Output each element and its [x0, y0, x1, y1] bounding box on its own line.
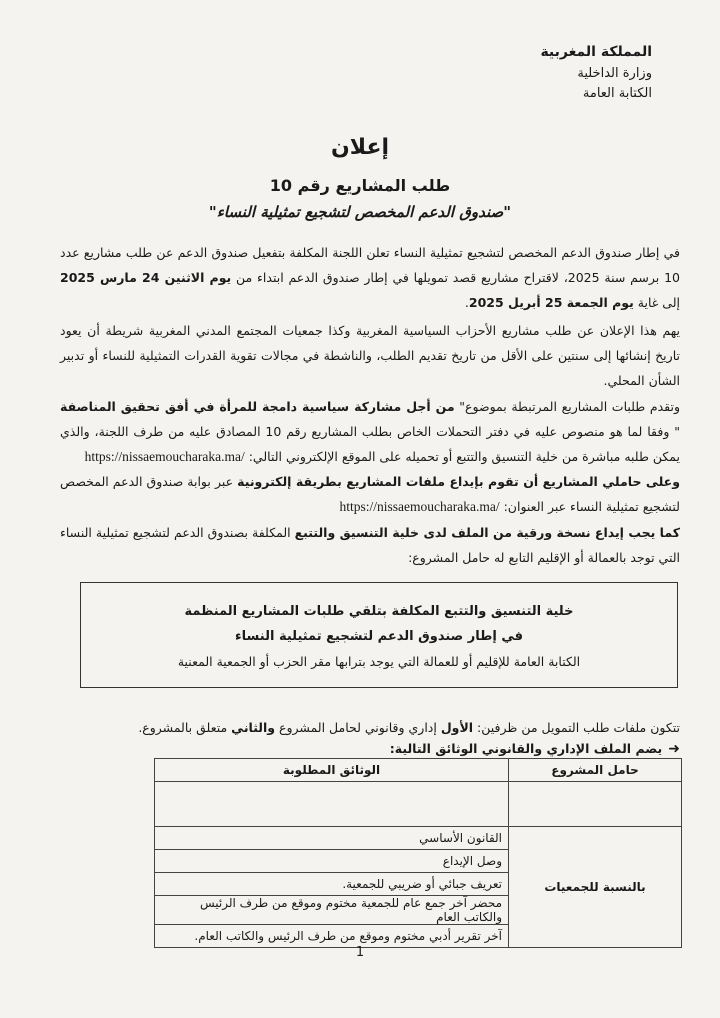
column-header-holder: حامل المشروع [509, 759, 682, 782]
box-line-3: الكتابة العامة للإقليم أو للعمالة التي يوجد بترابها مقر الحزب أو الجمعية المعنية [177, 654, 581, 669]
start-date: يوم الاثنين 24 مارس 2025 [60, 270, 232, 285]
theme-text: " وفقا لما هو منصوص عليه في دفتر التحملات الخاص بطلب المشاريع رقم 10 المصادق عليه من طرف اللجنة، والذي يمكن طلبه مباشرة من خلية التنسيق والتتبع أو تحميله على الموقع الإلكتروني التالي: [60, 424, 680, 464]
call-title: طلب المشاريع رقم 10 [269, 176, 451, 195]
electronic-submission-lead: وعلى حاملي المشاريع أن تقوم بإيداع ملفات المشاريع بطريقة إلكترونية [237, 474, 680, 489]
box-line-1: خلية التنسيق والتتبع المكلفة بتلقي طلبات المشاريع المنظمة [184, 604, 574, 619]
column-header-documents: الوثائق المطلوبة [155, 759, 509, 782]
documents-heading-text: يضم الملف الإداري والقانوني الوثائق التالية: [389, 741, 663, 756]
paragraph-paper-submission [60, 520, 680, 570]
paragraph-electronic-submission [60, 469, 680, 519]
paper-submission-text: المكلفة بصندوق الدعم لتشجيع تمثيلية النساء التي توجد بالعمالة أو الإقليم التابع له حامل المشروع: [60, 525, 680, 565]
table-row [155, 827, 682, 850]
coordination-cell-box [80, 582, 678, 688]
paragraph-theme [60, 394, 680, 469]
page-number: 1 [355, 945, 365, 960]
table-header-row [155, 759, 682, 782]
document-item: تعريف جبائي أو ضريبي للجمعية. [155, 873, 509, 896]
announcement-title: إعلان [330, 135, 390, 160]
document-item: وصل الإيداع [155, 850, 509, 873]
paragraph-eligibility: يهم هذا الإعلان عن طلب مشاريع الأحزاب السياسية المغربية وكذا جمعيات المجتمع المدني المغربية شريطة أن يعود تاريخ إنشائها إلى سنتين على الأقل من تاريخ تقديم الطلب، والناشطة في مجالات تقوية القدرات التمثيلية للنساء أو تدبير الشأن المحلي. [60, 323, 680, 388]
documents-table [154, 758, 682, 948]
envelope-second: والثاني [231, 720, 276, 735]
letterhead-ministry: وزارة الداخلية [577, 66, 652, 81]
paragraph-intro [60, 240, 680, 315]
letterhead-secretariat: الكتابة العامة [582, 86, 652, 101]
document-item: محضر آخر جمع عام للجمعية مختوم وموقع من طرف الرئيس والكاتب العام [155, 896, 509, 925]
electronic-submission-text: عبر بوابة صندوق الدعم المخصص لتشجيع تمثيلية النساء عبر العنوان: [60, 474, 680, 514]
letterhead [540, 44, 652, 106]
envelope-first-text: إداري وقانوني لحامل المشروع [275, 720, 441, 735]
theme-title: من أجل مشاركة سياسية دامجة للمرأة في أفق تحقيق المناصفة [60, 399, 455, 414]
table-blank-row [155, 782, 682, 827]
intro-text: في إطار صندوق الدعم المخصص لتشجيع تمثيلية النساء تعلن اللجنة المكلفة بتفعيل صندوق الدعم عن طلب مشاريع عدد 10 برسم سنة 2025، لاقتراح مشاريع قصد تمويلها في إطار صندوق الدعم ابتداء من [60, 245, 680, 285]
paper-submission-lead: كما يجب إيداع نسخة ورقية من الملف لدى خلية التنسيق والتتبع [294, 525, 680, 540]
arrow-left-icon: ➜ [668, 741, 680, 757]
intro-connector: إلى غاية [633, 295, 680, 310]
portal-link[interactable]: https://nissaemoucharaka.ma/ [339, 499, 500, 514]
category-associations: بالنسبة للجمعيات [509, 827, 682, 948]
document-item: آخر تقرير أدبي مختوم وموقع من طرف الرئيس والكاتب العام. [155, 925, 509, 948]
document-item: القانون الأساسي [155, 827, 509, 850]
blank-cell-holder [509, 782, 682, 827]
end-date: يوم الجمعة 25 أبريل 2025 [468, 295, 634, 310]
envelope-second-text: متعلق بالمشروع. [138, 720, 232, 735]
paragraph-envelopes [60, 718, 680, 738]
letterhead-kingdom: المملكة المغربية [540, 44, 652, 60]
envelopes-lead: تتكون ملفات طلب التمويل من ظرفين: [473, 720, 680, 735]
box-line-2: في إطار صندوق الدعم لتشجيع تمثيلية النساء [235, 629, 523, 644]
documents-heading [60, 739, 680, 759]
blank-cell-documents [155, 782, 509, 827]
website-link[interactable]: https://nissaemoucharaka.ma/ [84, 449, 245, 464]
fund-title: "صندوق الدعم المخصص لتشجيع تمثيلية النساء" [208, 203, 512, 221]
envelope-first: الأول [440, 720, 474, 735]
theme-lead: وتقدم طلبات المشاريع المرتبطة بموضوع" [454, 399, 680, 414]
intro-end: . [464, 295, 469, 310]
